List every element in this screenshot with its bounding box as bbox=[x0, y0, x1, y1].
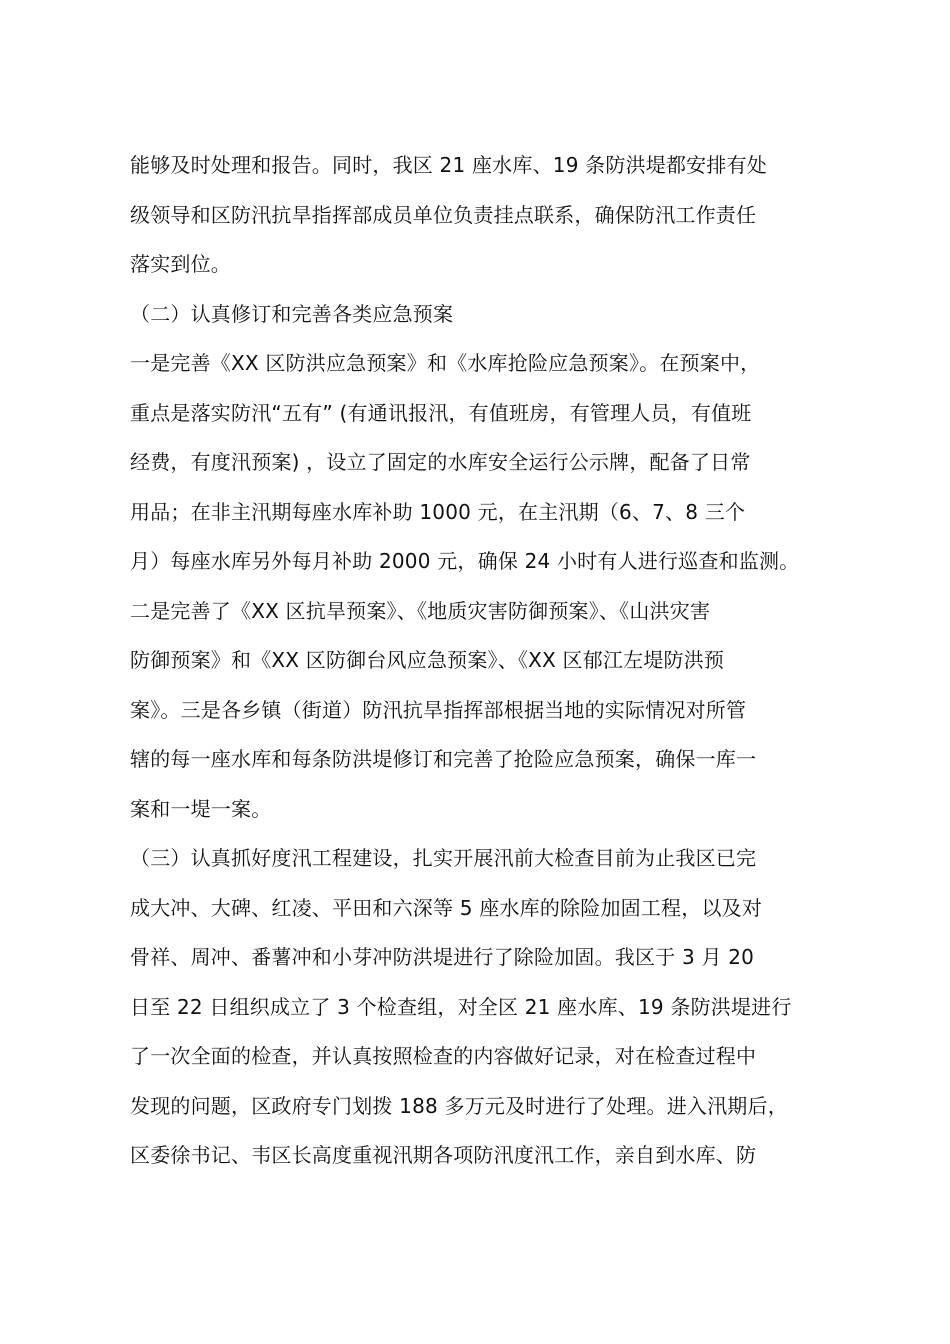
text-line: 能够及时处理和报告。同时，我区 21 座水库、19 条防洪堤都安排有处 bbox=[130, 153, 767, 177]
text-line: 一是完善《XX 区防洪应急预案》和《水库抢险应急预案》。在预案中， bbox=[130, 351, 761, 375]
text-line: 重点是落实防汛“五有” (有通讯报汛，有值班房，有管理人员，有值班 bbox=[130, 400, 752, 425]
text-line: 日至 22 日组织成立了 3 个检查组，对全区 21 座水库、19 条防洪堤进行 bbox=[130, 994, 792, 1019]
document-body bbox=[130, 141, 830, 1181]
text-line: 区委徐书记、韦区长高度重视汛期各项防汛度汛工作，亲自到水库、防 bbox=[130, 1143, 757, 1167]
text-line: 了一次全面的检查，并认真按照检查的内容做好记录，对在检查过程中 bbox=[130, 1044, 757, 1068]
text-line: 落实到位。 bbox=[130, 252, 231, 276]
text-line: 骨祥、周冲、番薯冲和小芽冲防洪堤进行了除险加固。我区于 3 月 20 bbox=[130, 945, 755, 969]
text-line: 级领导和区防汛抗旱指挥部成员单位负责挂点联系，确保防汛工作责任 bbox=[130, 202, 757, 227]
text-line: 成大冲、大碑、红凌、平田和六深等 5 座水库的除险加固工程，以及对 bbox=[130, 895, 763, 920]
text-line: 二是完善了《XX 区抗旱预案》、《地质灾害防御预案》、《山洪灾害 bbox=[130, 598, 711, 623]
text-line: 发现的问题，区政府专门划拨 188 多万元及时进行了处理。进入汛期后， bbox=[130, 1093, 788, 1118]
section-heading: （三）认真抓好度汛工程建设，扎实开展汛前大检查目前为止我区已完 bbox=[130, 846, 757, 870]
text-line: 辖的每一座水库和每条防洪堤修订和完善了抢险应急预案，确保一库一 bbox=[130, 747, 757, 771]
section-heading: （二）认真修订和完善各类应急预案 bbox=[130, 301, 454, 326]
text-line: 经费，有度汛预案) ，设立了固定的水库安全运行公示牌，配备了日常 bbox=[130, 450, 751, 474]
text-line: 月）每座水库另外每月补助 2000 元，确保 24 小时有人进行巡查和监测。 bbox=[130, 549, 800, 573]
text-line: 案》。三是各乡镇（街道）防汛抗旱指挥部根据当地的实际情况对所管 bbox=[130, 697, 747, 722]
text-line: 案和一堤一案。 bbox=[130, 796, 272, 821]
text-line: 用品；在非主汛期每座水库补助 1000 元，在主汛期（6、7、8 三个 bbox=[130, 499, 746, 524]
text-line: 防御预案》和《XX 区防御台风应急预案》、《XX 区郁江左堤防洪预 bbox=[130, 648, 725, 672]
